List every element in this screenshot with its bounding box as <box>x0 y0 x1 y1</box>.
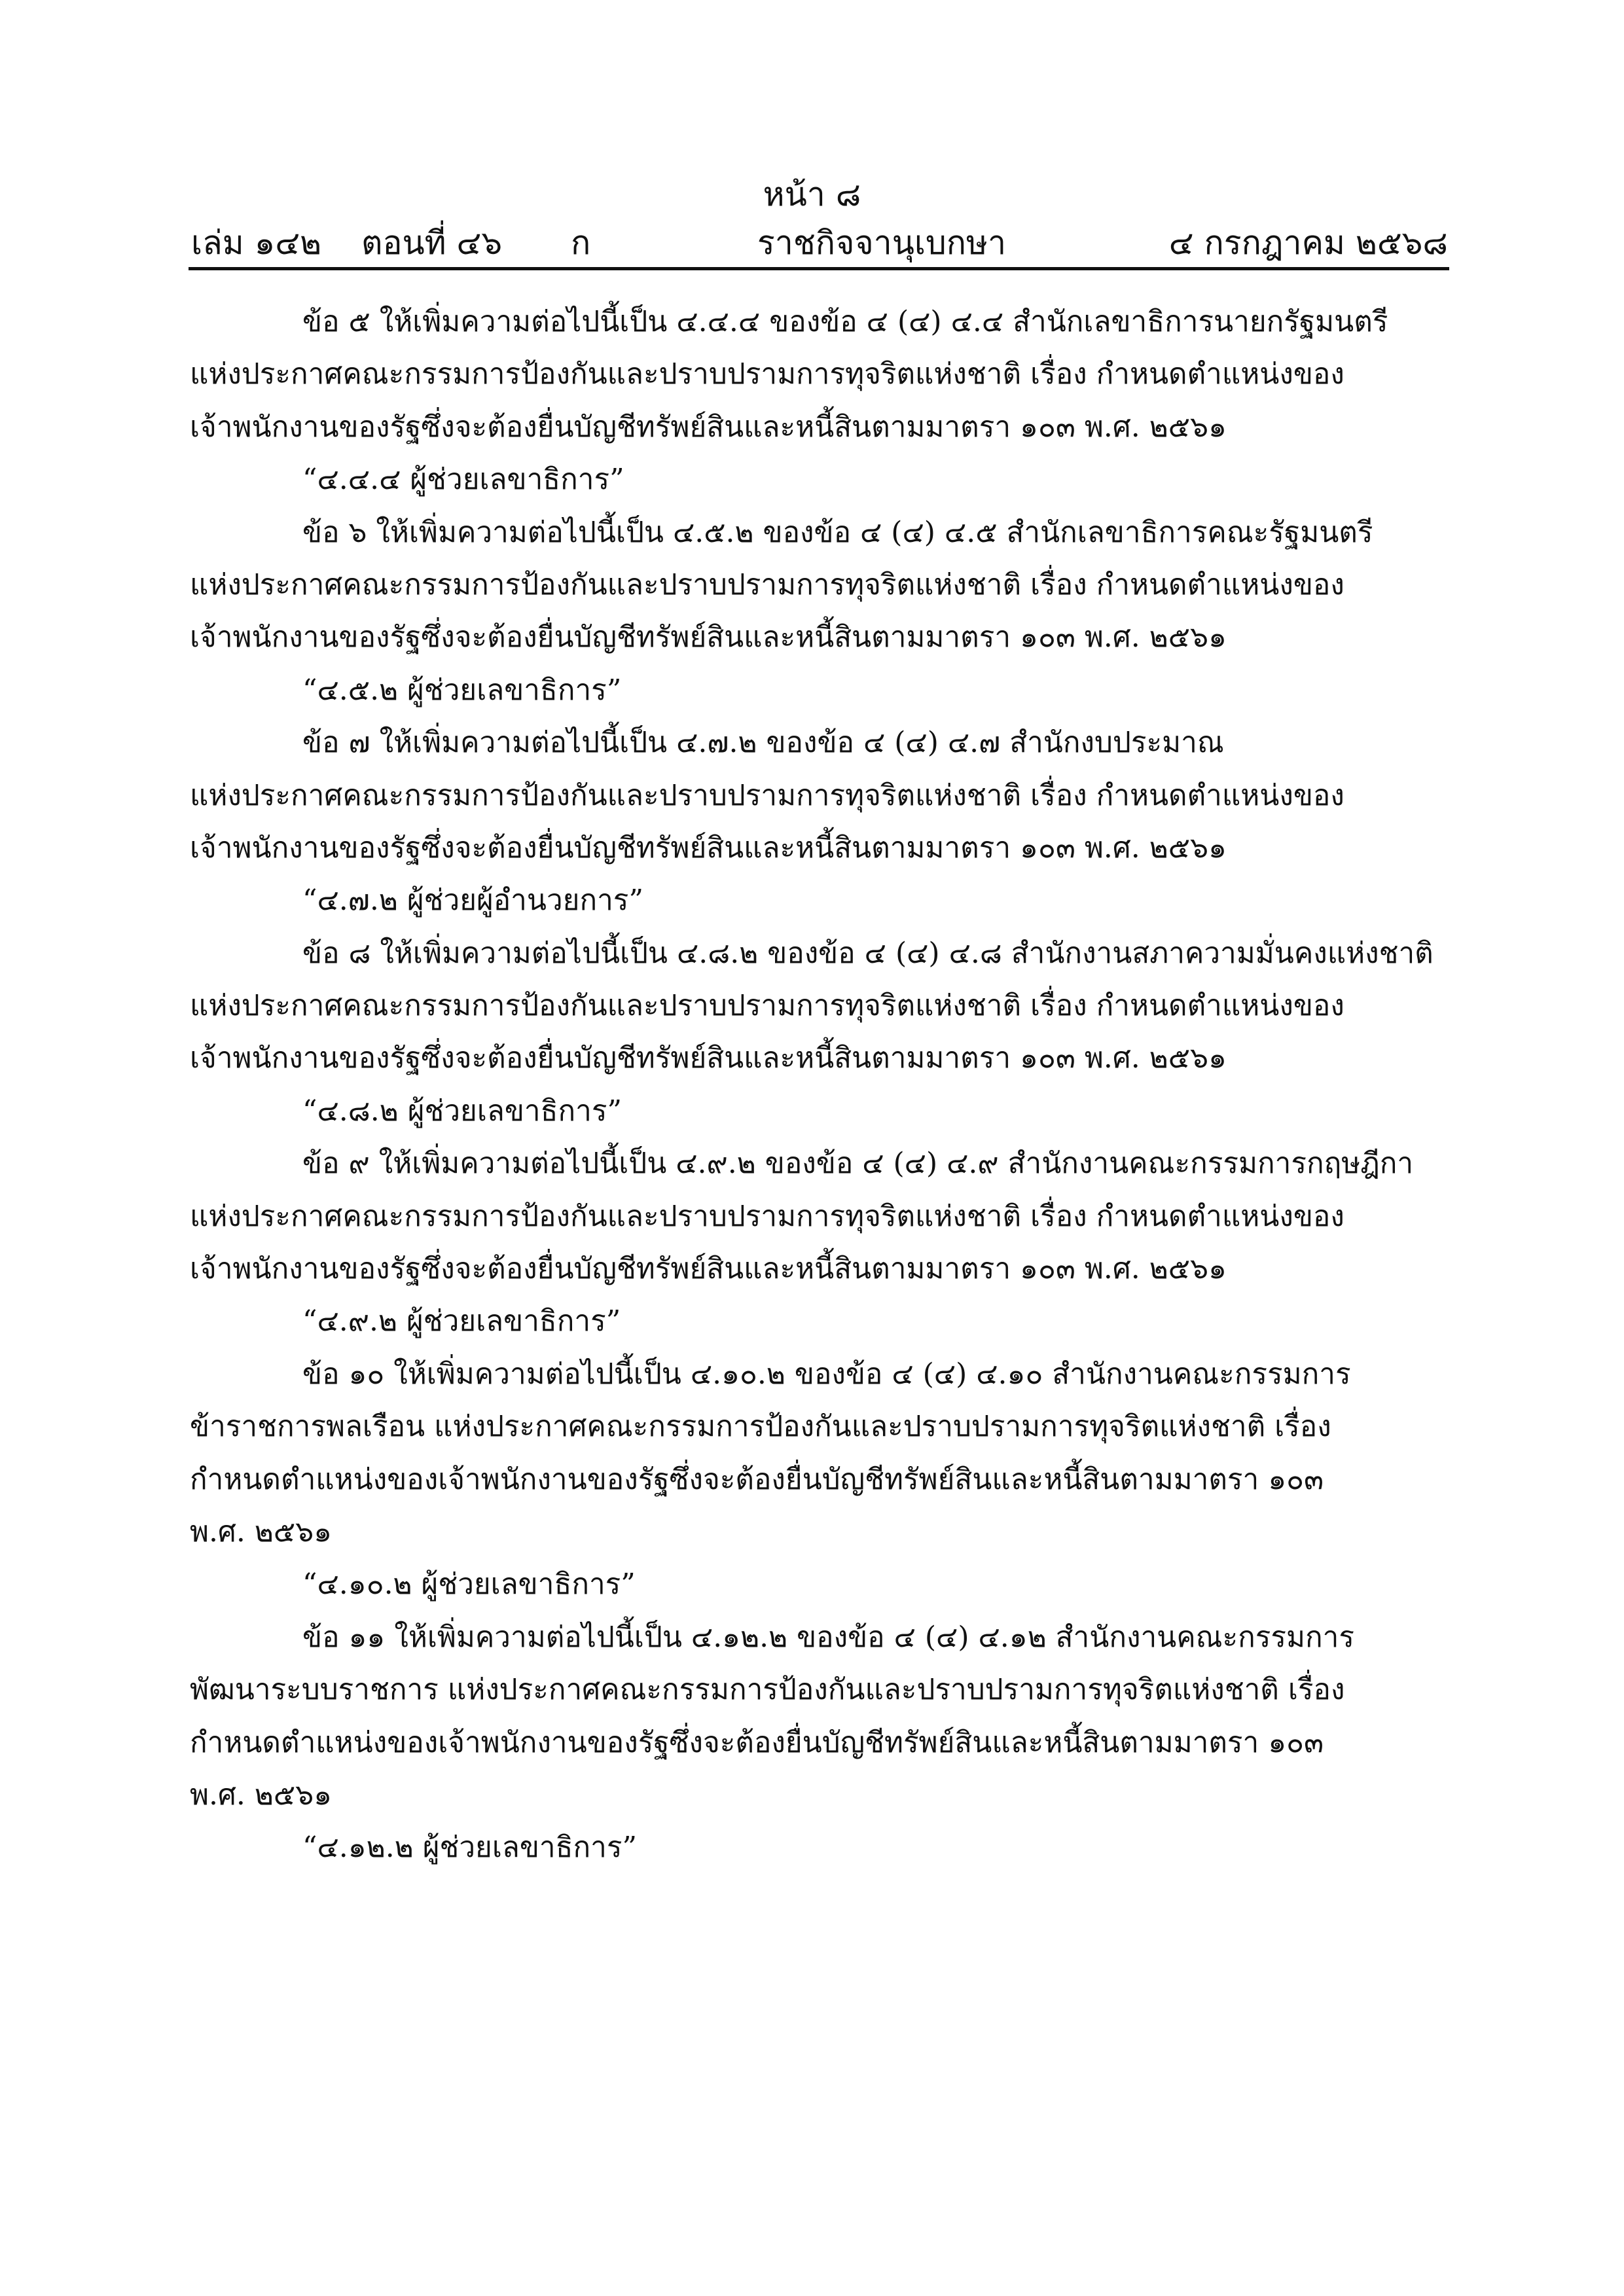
publication-date: ๔ กรกฎาคม ๒๕๖๘ <box>1168 224 1448 262</box>
gazette-name: ราชกิจจานุเบกษา <box>757 224 1007 262</box>
clause-5-line-3: เจ้าพนักงานของรัฐซึ่งจะต้องยื่นบัญชีทรัพย์สินและหนี้สินตามมาตรา ๑๐๓ พ.ศ. ๒๕๖๑ <box>190 410 1227 444</box>
clause-11-quote: “๔.๑๒.๒ ผู้ช่วยเลขาธิการ” <box>302 1831 637 1865</box>
clause-11-line-1: ข้อ ๑๑ ให้เพิ่มความต่อไปนี้เป็น ๔.๑๒.๒ ของข้อ ๔ (๔) ๔.๑๒ สำนักงานคณะกรรมการ <box>302 1620 1355 1654</box>
clause-6-line-3: เจ้าพนักงานของรัฐซึ่งจะต้องยื่นบัญชีทรัพย์สินและหนี้สินตามมาตรา ๑๐๓ พ.ศ. ๒๕๖๑ <box>190 620 1227 655</box>
clause-11-line-4: พ.ศ. ๒๕๖๑ <box>190 1778 333 1812</box>
header-rule <box>189 267 1449 270</box>
clause-10-quote: “๔.๑๐.๒ ผู้ช่วยเลขาธิการ” <box>302 1568 636 1602</box>
clause-9-line-2: แห่งประกาศคณะกรรมการป้องกันและปราบปรามการทุจริตแห่งชาติ เรื่อง กำหนดตำแหน่งของ <box>190 1199 1344 1233</box>
clause-6-quote: “๔.๕.๒ ผู้ช่วยเลขาธิการ” <box>302 673 622 707</box>
clause-8-line-2: แห่งประกาศคณะกรรมการป้องกันและปราบปรามการทุจริตแห่งชาติ เรื่อง กำหนดตำแหน่งของ <box>190 989 1344 1023</box>
clause-7-quote: “๔.๗.๒ ผู้ช่วยผู้อำนวยการ” <box>302 884 643 918</box>
clause-10-line-2: ข้าราชการพลเรือน แห่งประกาศคณะกรรมการป้องกันและปราบปรามการทุจริตแห่งชาติ เรื่อง <box>190 1410 1331 1444</box>
clause-6-line-2: แห่งประกาศคณะกรรมการป้องกันและปราบปรามการทุจริตแห่งชาติ เรื่อง กำหนดตำแหน่งของ <box>190 567 1344 601</box>
clause-9-line-1: ข้อ ๙ ให้เพิ่มความต่อไปนี้เป็น ๔.๙.๒ ของข้อ ๔ (๔) ๔.๙ สำนักงานคณะกรรมการกฤษฎีกา <box>302 1147 1414 1181</box>
volume-number: เล่ม ๑๔๒ <box>191 224 322 262</box>
clause-7-line-1: ข้อ ๗ ให้เพิ่มความต่อไปนี้เป็น ๔.๗.๒ ของข้อ ๔ (๔) ๔.๗ สำนักงบประมาณ <box>302 726 1224 760</box>
clause-5-quote: “๔.๔.๔ ผู้ช่วยเลขาธิการ” <box>302 463 624 497</box>
clause-5-line-1: ข้อ ๕ ให้เพิ่มความต่อไปนี้เป็น ๔.๔.๔ ของข้อ ๔ (๔) ๔.๔ สำนักเลขาธิการนายกรัฐมนตรี <box>302 305 1388 338</box>
clause-11-line-3: กำหนดตำแหน่งของเจ้าพนักงานของรัฐซึ่งจะต้องยื่นบัญชีทรัพย์สินและหนี้สินตามมาตรา ๑๐๓ <box>190 1725 1324 1759</box>
clause-10-line-4: พ.ศ. ๒๕๖๑ <box>190 1515 333 1549</box>
clause-7-line-3: เจ้าพนักงานของรัฐซึ่งจะต้องยื่นบัญชีทรัพย์สินและหนี้สินตามมาตรา ๑๐๓ พ.ศ. ๒๕๖๑ <box>190 831 1227 865</box>
section-letter: ก <box>571 224 591 262</box>
clause-7-line-2: แห่งประกาศคณะกรรมการป้องกันและปราบปรามการทุจริตแห่งชาติ เรื่อง กำหนดตำแหน่งของ <box>190 778 1344 812</box>
clause-11-line-2: พัฒนาระบบราชการ แห่งประกาศคณะกรรมการป้องกันและปราบปรามการทุจริตแห่งชาติ เรื่อง <box>190 1673 1345 1707</box>
clause-8-line-3: เจ้าพนักงานของรัฐซึ่งจะต้องยื่นบัญชีทรัพย์สินและหนี้สินตามมาตรา ๑๐๓ พ.ศ. ๒๕๖๑ <box>190 1041 1227 1075</box>
clause-10-line-3: กำหนดตำแหน่งของเจ้าพนักงานของรัฐซึ่งจะต้องยื่นบัญชีทรัพย์สินและหนี้สินตามมาตรา ๑๐๓ <box>190 1462 1324 1496</box>
clause-6-line-1: ข้อ ๖ ให้เพิ่มความต่อไปนี้เป็น ๔.๕.๒ ของข้อ ๔ (๔) ๔.๕ สำนักเลขาธิการคณะรัฐมนตรี <box>302 515 1373 549</box>
clause-8-quote: “๔.๘.๒ ผู้ช่วยเลขาธิการ” <box>302 1094 622 1128</box>
clause-10-line-1: ข้อ ๑๐ ให้เพิ่มความต่อไปนี้เป็น ๔.๑๐.๒ ของข้อ ๔ (๔) ๔.๑๐ สำนักงานคณะกรรมการ <box>302 1357 1351 1391</box>
page-number: หน้า ๘ <box>763 175 861 213</box>
clause-5-line-2: แห่งประกาศคณะกรรมการป้องกันและปราบปรามการทุจริตแห่งชาติ เรื่อง กำหนดตำแหน่งของ <box>190 357 1344 391</box>
clause-9-line-3: เจ้าพนักงานของรัฐซึ่งจะต้องยื่นบัญชีทรัพย์สินและหนี้สินตามมาตรา ๑๐๓ พ.ศ. ๒๕๖๑ <box>190 1252 1227 1286</box>
clause-8-line-1: ข้อ ๘ ให้เพิ่มความต่อไปนี้เป็น ๔.๘.๒ ของข้อ ๔ (๔) ๔.๘ สำนักงานสภาความมั่นคงแห่งชาติ <box>302 936 1434 970</box>
document-body <box>190 296 1448 1874</box>
clause-9-quote: “๔.๙.๒ ผู้ช่วยเลขาธิการ” <box>302 1304 621 1338</box>
issue-number: ตอนที่ ๔๖ <box>361 224 503 262</box>
